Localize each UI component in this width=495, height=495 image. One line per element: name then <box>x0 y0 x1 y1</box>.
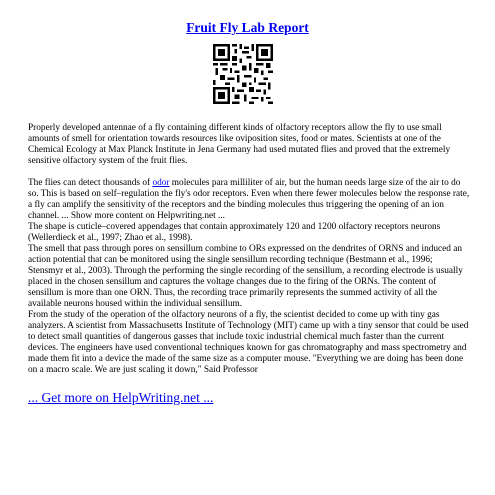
paragraph-study: From the study of the operation of the olfactory neurons of a fly, the scientist decided to come up with tiny gas analyzers. A scientist from Massachusetts Institute of Technology (MIT) came up with a tiny sensor that could be used to detect small quantities of dangerous gasses that include toxic industrial chemical much faster than the current devices. The engineers have used conventional techniques known for gas chromatography and mass spectrometry and made them fit into a device the made of the same size as a computer mouse. "Everything we are doing has been done on a macro scale. We are just scaling it down," Said Professor <box>28 310 469 375</box>
report-body <box>28 123 470 376</box>
paragraph-odor-after: molecules para milliliter of air, but the human needs large size of the air to do so. This is based on self–regulation the fly's odor receptors. Even when there fewer molecules below the response rate, a fly can amplify the sensitivity of the receptors and the binding molecules thus triggering the opening of an ion channel. ... Show more content on Helpwriting.net ... <box>28 178 470 221</box>
paragraph-smell: The smell that pass through pores on sensillum combine to ORs expressed on the dendrites of ORNS and induced an action potential that can be monitored using the single sensillum recording technique (Bestmann et al., 1996; Stensmyr et al., 2003). Through the performing the single recording of the sensillum, a recording electrode is usually placed in the chosen sensillum and captures the voltage changes due to the firing of the ORNs. The content of sensillum is more than one ORN. Thus, the recording trace primarily represents the summed activity of all the available neurons housed within the individual sensillum. <box>28 244 463 309</box>
paragraph-antennae: Properly developed antennae of a fly containing different kinds of olfactory receptors allow the fly to use small amounts of smell for orientation towards resources like oviposition sites, food or mates. Scientists at one of the Chemical Ecology at Max Planck Institute in Jena Germany had used mutated flies and proved that the extremely sensitive olfactory system of the fruit flies. <box>28 123 451 166</box>
paragraph-shape: The shape is cuticle–covered appendages that contain approximately 120 and 1200 olfactory receptors neurons (Wellerdieck et al., 1997; Zhao et al., 1998). <box>28 222 441 243</box>
odor-link[interactable]: odor <box>152 178 170 188</box>
paragraph-odor-before: The flies can detect thousands of <box>28 178 153 188</box>
page-title-link[interactable]: Fruit Fly Lab Report <box>186 20 309 35</box>
paragraph-odor <box>28 178 470 222</box>
get-more-link[interactable]: ... Get more on HelpWriting.net ... <box>28 390 214 405</box>
qr-code-icon <box>213 44 273 104</box>
